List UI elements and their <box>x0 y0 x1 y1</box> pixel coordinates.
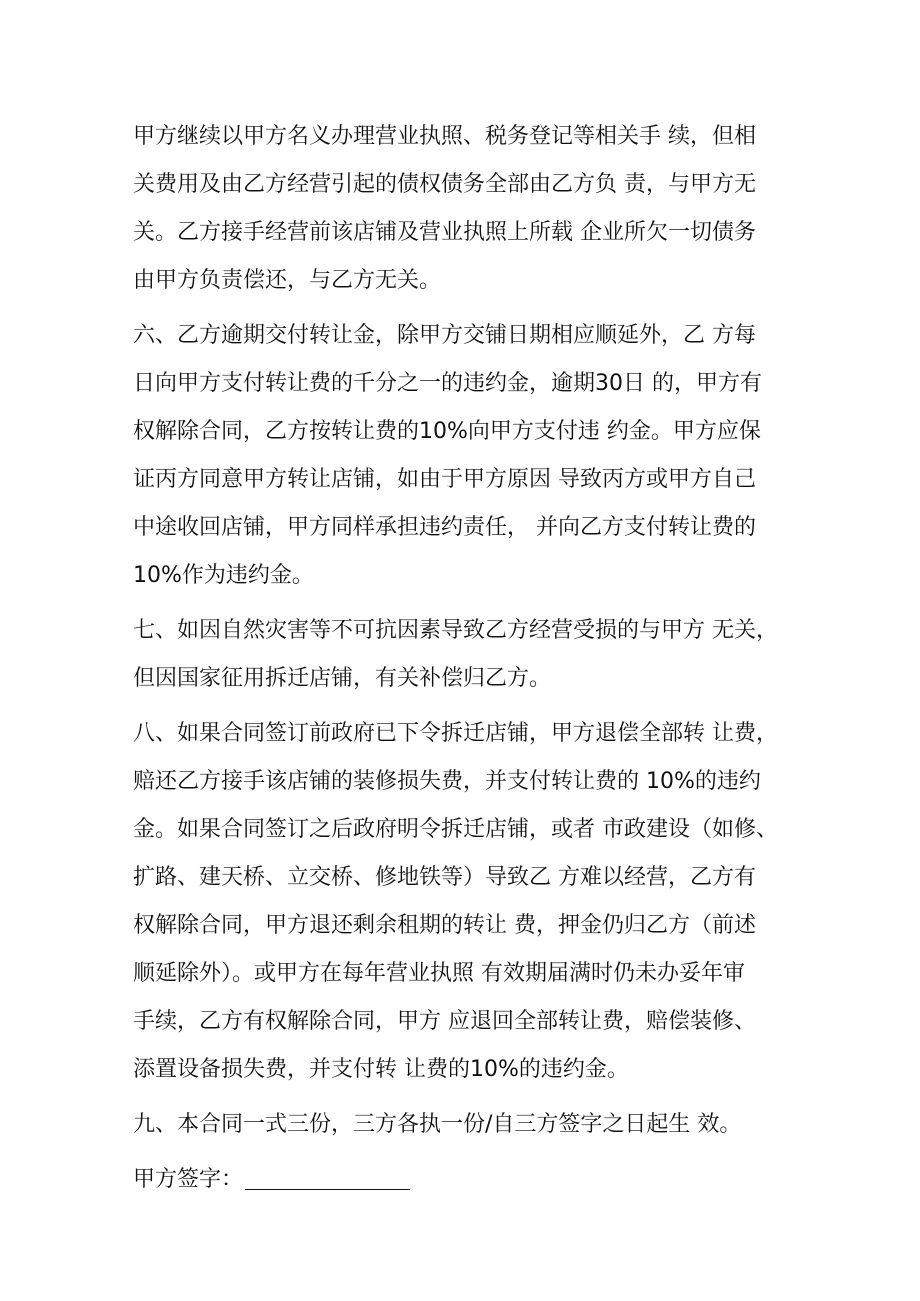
text-line: 九、本合同一式三份，三方各执一份/自三方签字之日起生 效。 <box>133 1112 742 1137</box>
text-line: 关。乙方接手经营前该店铺及营业执照上所载 企业所欠一切债务 <box>133 220 756 245</box>
text-line: 权解除合同，甲方退还剩余租期的转让 费，押金仍归乙方（前述 <box>133 913 756 938</box>
text-line: 八、如果合同签订前政府已下令拆迁店铺，甲方退偿全部转 让费， <box>133 721 778 746</box>
text-line: 中途收回店铺，甲方同样承担违约责任， 并向乙方支付转让费的 <box>133 515 756 540</box>
text-line: 日向甲方支付转让费的千分之一的违约金，逾期30日 的，甲方有 <box>133 371 762 396</box>
clause-9 <box>133 1101 813 1149</box>
clause-7 <box>133 607 813 703</box>
text-line: 证丙方同意甲方转让店铺，如由于甲方原因 导致丙方或甲方自己 <box>133 467 756 492</box>
signature-row <box>133 1156 813 1204</box>
text-line: 关费用及由乙方经营引起的债权债务全部由乙方负 责，与甲方无 <box>133 172 756 197</box>
signature-line <box>245 1161 410 1190</box>
text-line: 10%作为违约金。 <box>133 563 314 588</box>
text-line: 由甲方负责偿还，与乙方无关。 <box>133 268 442 293</box>
text-line: 扩路、建天桥、立交桥、修地铁等）导致乙 方难以经营，乙方有 <box>133 865 756 890</box>
text-line: 权解除合同，乙方按转让费的10%向甲方支付违 约金。甲方应保 <box>133 419 761 444</box>
text-line: 金。如果合同签订之后政府明令拆迁店铺，或者 市政建设（如修、 <box>133 817 778 842</box>
text-line: 七、如因自然灾害等不可抗因素导致乙方经营受损的与甲方 无关， <box>133 618 778 643</box>
text-line: 甲方继续以甲方名义办理营业执照、税务登记等相关手 续，但相 <box>133 124 756 149</box>
signature-label: 甲方签字： <box>133 1167 244 1192</box>
text-line: 添置设备损失费，并支付转 让费的10%的违约金。 <box>133 1057 629 1082</box>
paragraph-5-continuation <box>133 113 813 305</box>
text-line: 赔还乙方接手该店铺的装修损失费，并支付转让费的 10%的违约 <box>133 769 761 794</box>
text-line: 但因国家征用拆迁店铺，有关补偿归乙方。 <box>133 666 552 691</box>
clause-6 <box>133 312 813 600</box>
text-line: 六、乙方逾期交付转让金，除甲方交铺日期相应顺延外，乙 方每 <box>133 323 756 348</box>
text-line: 顺延除外）。或甲方在每年营业执照 有效期届满时仍未办妥年审 <box>133 961 745 986</box>
contract-text <box>133 113 813 1204</box>
text-line: 手续，乙方有权解除合同，甲方 应退回全部转让费，赔偿装修、 <box>133 1009 756 1034</box>
clause-8 <box>133 710 813 1094</box>
